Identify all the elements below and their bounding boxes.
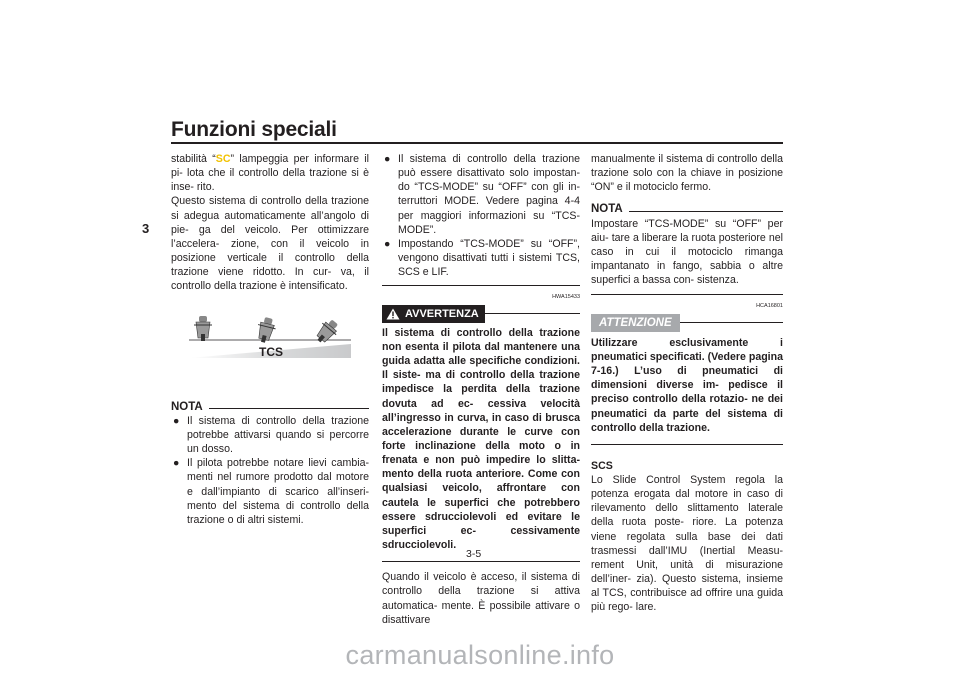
warning-badge: AVVERTENZA bbox=[382, 305, 485, 323]
bullet-icon: ● bbox=[173, 414, 180, 427]
attention-heading bbox=[591, 314, 783, 332]
column-1 bbox=[171, 152, 369, 527]
page-number: 3-5 bbox=[466, 548, 482, 560]
chapter-tab: 3 bbox=[142, 221, 150, 236]
warning-code: HWA15433 bbox=[552, 294, 580, 301]
sc-indicator-text: SC bbox=[215, 153, 231, 165]
bullet-icon: ● bbox=[384, 153, 391, 165]
paragraph-manual: manualmente il sistema di controllo della trazione solo con la chiave in posizione “ON” e il motociclo fermo. bbox=[591, 153, 783, 194]
note-heading-2: NOTA bbox=[591, 202, 783, 216]
divider bbox=[382, 561, 580, 562]
paragraph-stability: stabilità “SC” lampeggia per informare il pi- lota che il controllo della trazione si è inse- rito. bbox=[171, 153, 369, 194]
bullet-icon: ● bbox=[384, 237, 391, 250]
note-text-2: Impostare “TCS-MODE” su “OFF” per aiu- tare a liberare la ruota posteriore nel caso in cui il motociclo rimanga impantanato in fango, sabbia o altre superfici a bassa con- sistenza. bbox=[591, 217, 783, 287]
tcs-bullet-2: ● Impostando “TCS-MODE” su “OFF”, vengono disattivati tutti i sistemi TCS, SCS e LIF. bbox=[384, 237, 580, 279]
note-bullet-1: ● Il sistema di controllo della trazione potrebbe attivarsi quando si percorre un dosso. bbox=[173, 414, 369, 456]
divider bbox=[591, 294, 783, 295]
scs-text: Lo Slide Control System regola la potenza erogata dal motore in caso di rilevamento dello slittamento laterale della ruota poste- riore. La potenza viene regolata sulla base dei dati trasmessi dall’IMU (Inertial Measu- rement Unit, unità di misurazione dell’iner- zia). Questo sistema, insieme al TCS, contribuisce ad offrire una guida più rego- lare. bbox=[591, 473, 783, 614]
attention-code: HCA16801 bbox=[756, 303, 783, 310]
attention-text: Utilizzare esclusivamente i pneumatici specificati. (Vedere pagina 7-16.) L’uso di pneumatici di dimensioni diverse im- pedisce il preciso controllo della rotazio- ne dei pneumatici da parte del sistema di controllo della trazione. bbox=[591, 336, 783, 434]
note-heading-1: NOTA bbox=[171, 400, 369, 414]
warning-text: Il sistema di controllo della trazione non esenta il pilota dal mantenere una guida adatta alle specifiche condizioni. Il siste- ma di controllo della trazione impedisce la perdita della trazione dovuta ad ec- cessiva velocità all’ingresso in curva, in caso di brusca accelerazione durante le curve con forte inclinazione della moto o in frenata e non può impedire lo slitta- mento della ruota anteriore. Come con qualsiasi veicolo, affrontare con cautela le superfici che potrebbero essere sdrucciolevoli ed evitare le superfici ec- cessivamente sdrucciolevoli. bbox=[382, 326, 580, 552]
note-bullet-2: ● Il pilota potrebbe notare lievi cambia- menti nel rumore prodotto dal motore e dall’impianto di scarico all’inseri- mento del sistema di controllo della trazione o di altri sistemi. bbox=[173, 457, 369, 526]
paragraph-lean-angle: Questo sistema di controllo della trazione si adegua automaticamente all’angolo di pie- ga del veicolo. Per ottimizzare l’accelera- zione, con il veicolo in posizione verticale il controllo della trazione viene ridotto. In cur- va, il controllo della trazione è intensificato. bbox=[171, 195, 369, 293]
warning-triangle-icon bbox=[386, 308, 400, 320]
motorcycle-full-lean-icon bbox=[312, 316, 342, 347]
header-rule bbox=[171, 142, 783, 144]
bullet-icon: ● bbox=[173, 457, 180, 470]
page-title: Funzioni speciali bbox=[171, 118, 337, 141]
divider bbox=[591, 444, 783, 445]
tcs-bullet-1: ● Il sistema di controllo della trazione può essere disattivato solo impostan- do “TCS-MODE” su “OFF” con gli in- terruttori MODE. Vedere pagina 4-4 per maggiori informazioni su “TCS- MODE”. bbox=[384, 153, 580, 236]
attention-badge: ATTENZIONE bbox=[591, 314, 680, 332]
tcs-figure-label: TCS bbox=[259, 344, 283, 359]
warning-heading bbox=[382, 305, 580, 323]
watermark: carmanualsonline.info bbox=[345, 640, 615, 670]
motorcycle-upright-icon bbox=[194, 316, 212, 341]
scs-heading: SCS bbox=[591, 459, 613, 472]
column-3 bbox=[591, 152, 783, 615]
tcs-illustration bbox=[171, 306, 369, 386]
divider bbox=[382, 285, 580, 286]
paragraph-activation: Quando il veicolo è acceso, il sistema di controllo della trazione si attiva automatica- mente. È possibile attivare o disattivare bbox=[382, 571, 580, 626]
